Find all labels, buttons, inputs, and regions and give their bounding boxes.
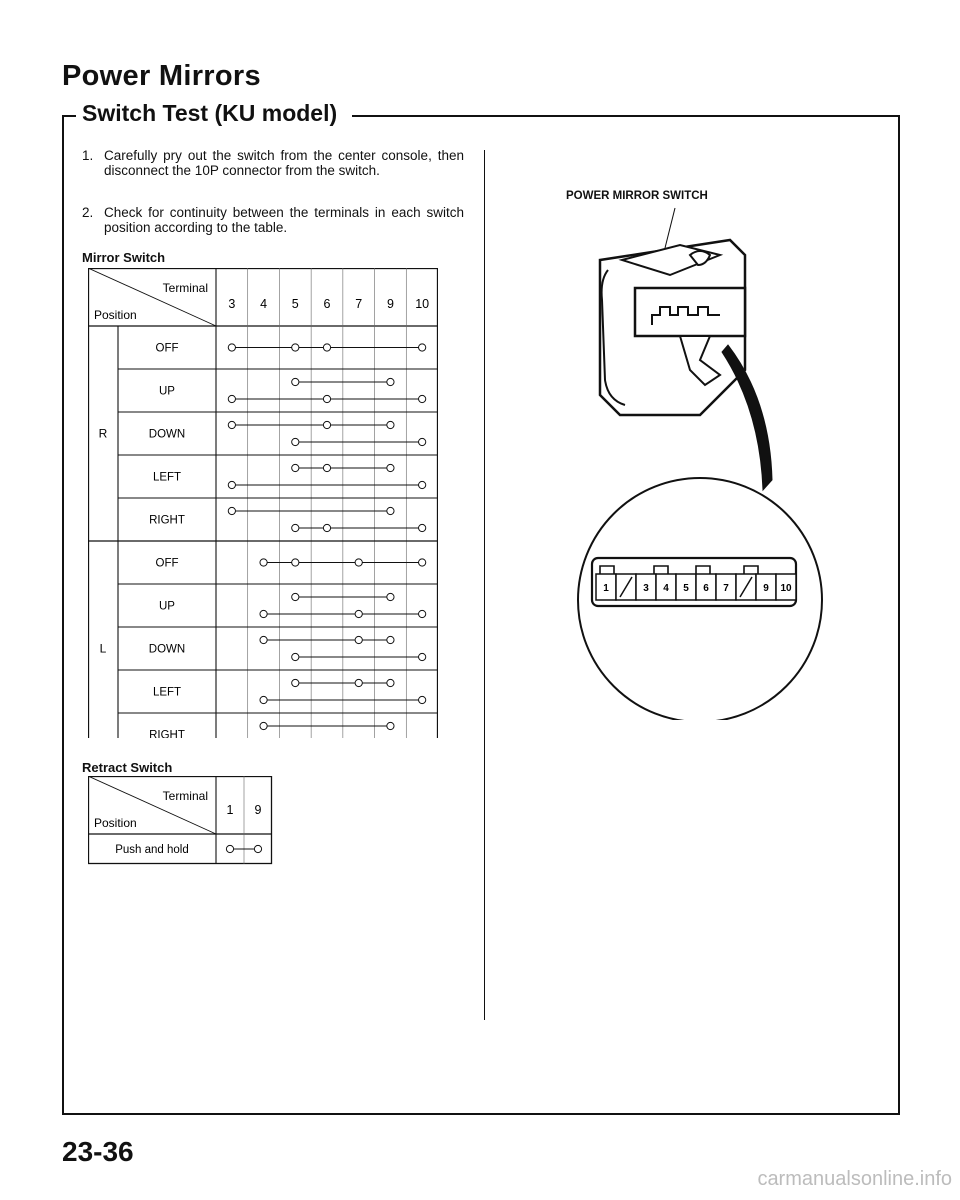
row-position-label: UP <box>159 385 175 398</box>
continuity-circle <box>323 464 330 471</box>
power-mirror-switch-diagram <box>560 200 860 720</box>
continuity-circle <box>292 438 299 445</box>
row-position-label: DOWN <box>148 643 186 656</box>
header-terminal: Terminal <box>162 789 208 803</box>
connector-pin-label: 10 <box>780 583 792 594</box>
retract-switch-title: Retract Switch <box>82 760 173 775</box>
continuity-circle <box>419 653 426 660</box>
continuity-circle <box>323 344 330 351</box>
continuity-circle <box>260 610 267 617</box>
continuity-circle <box>355 610 362 617</box>
diagram-label: POWER MIRROR SWITCH <box>566 190 708 202</box>
label-leader-line <box>665 208 675 248</box>
continuity-circle <box>228 344 235 351</box>
continuity-circle <box>419 344 426 351</box>
continuity-circle <box>419 696 426 703</box>
terminal-label: 3 <box>228 297 236 311</box>
terminal-label: 1 <box>226 803 234 817</box>
row-position-label: OFF <box>155 342 179 355</box>
row-position-label: DOWN <box>148 428 186 441</box>
continuity-circle <box>226 845 233 852</box>
page-number: 23-36 <box>62 1136 134 1167</box>
page-title: Power Mirrors <box>62 60 261 92</box>
row-position-label: UP <box>159 600 175 613</box>
mirror-switch-table <box>88 268 438 738</box>
continuity-circle <box>292 378 299 385</box>
continuity-circle <box>387 722 394 729</box>
connector-pin-label: 3 <box>643 583 649 594</box>
header-position: Position <box>94 816 137 830</box>
continuity-circle <box>355 559 362 566</box>
continuity-circle <box>323 524 330 531</box>
continuity-circle <box>323 421 330 428</box>
continuity-circle <box>292 464 299 471</box>
connector-pin-label: 1 <box>603 583 609 594</box>
frame-bottom-line <box>62 1113 900 1115</box>
continuity-circle <box>387 378 394 385</box>
continuity-circle <box>387 636 394 643</box>
terminal-label: 5 <box>291 297 299 311</box>
continuity-circle <box>419 524 426 531</box>
continuity-circle <box>260 696 267 703</box>
connector-pin-label: 9 <box>763 583 769 594</box>
connector-pin-label: 6 <box>703 583 709 594</box>
step-1-number: 1. <box>82 148 94 163</box>
continuity-circle <box>323 395 330 402</box>
watermark: carmanualsonline.info <box>757 1168 952 1190</box>
frame-top-line <box>352 115 900 117</box>
frame-right-line <box>898 115 900 1115</box>
continuity-circle <box>419 395 426 402</box>
row-position-label: RIGHT <box>149 514 185 527</box>
header-position: Position <box>94 308 137 322</box>
continuity-circle <box>419 481 426 488</box>
section-title: Switch Test (KU model) <box>82 100 338 126</box>
continuity-circle <box>254 845 261 852</box>
frame-top-left-stub <box>62 115 76 117</box>
terminal-label: 9 <box>386 297 394 311</box>
terminal-label: 6 <box>323 297 331 311</box>
continuity-circle <box>355 679 362 686</box>
connector-pin-label: 7 <box>723 583 729 594</box>
continuity-circle <box>228 395 235 402</box>
continuity-circle <box>355 636 362 643</box>
header-terminal: Terminal <box>162 281 208 295</box>
continuity-circle <box>228 481 235 488</box>
continuity-circle <box>292 559 299 566</box>
continuity-circle <box>292 344 299 351</box>
continuity-circle <box>260 636 267 643</box>
table-border <box>89 269 438 739</box>
connector-block-icon <box>635 288 745 336</box>
continuity-circle <box>228 507 235 514</box>
row-position-label: OFF <box>155 557 179 570</box>
row-position-label: RIGHT <box>149 729 185 738</box>
step-2-number: 2. <box>82 205 94 220</box>
mirror-switch-title: Mirror Switch <box>82 250 166 265</box>
connector-pin-label: 4 <box>663 583 669 594</box>
continuity-circle <box>419 438 426 445</box>
connector-pin-label: 5 <box>683 583 689 594</box>
column-divider <box>484 150 485 1020</box>
terminal-label: 4 <box>260 297 268 311</box>
continuity-circle <box>419 610 426 617</box>
continuity-circle <box>260 559 267 566</box>
step-1-text: Carefully pry out the switch from the center console, then disconnect the 10P connector from the switch. <box>104 148 464 178</box>
step-2-text: Check for continuity between the terminals in each switch position according to the table. <box>104 205 464 235</box>
row-position-label: LEFT <box>152 471 182 484</box>
frame-left-line <box>62 115 64 1115</box>
continuity-circle <box>292 524 299 531</box>
row-position-label: Push and hold <box>115 844 189 856</box>
continuity-circle <box>387 507 394 514</box>
group-label: L <box>99 641 107 656</box>
group-label: R <box>98 426 108 441</box>
continuity-circle <box>387 679 394 686</box>
continuity-circle <box>292 593 299 600</box>
continuity-circle <box>419 559 426 566</box>
continuity-circle <box>292 653 299 660</box>
continuity-circle <box>260 722 267 729</box>
terminal-label: 10 <box>415 297 430 311</box>
row-position-label: LEFT <box>152 686 182 699</box>
continuity-circle <box>292 679 299 686</box>
terminal-label: 9 <box>254 803 262 817</box>
continuity-circle <box>228 421 235 428</box>
continuity-circle <box>387 464 394 471</box>
continuity-circle <box>387 593 394 600</box>
retract-switch-table <box>88 776 288 876</box>
continuity-circle <box>387 421 394 428</box>
terminal-label: 7 <box>355 297 363 311</box>
